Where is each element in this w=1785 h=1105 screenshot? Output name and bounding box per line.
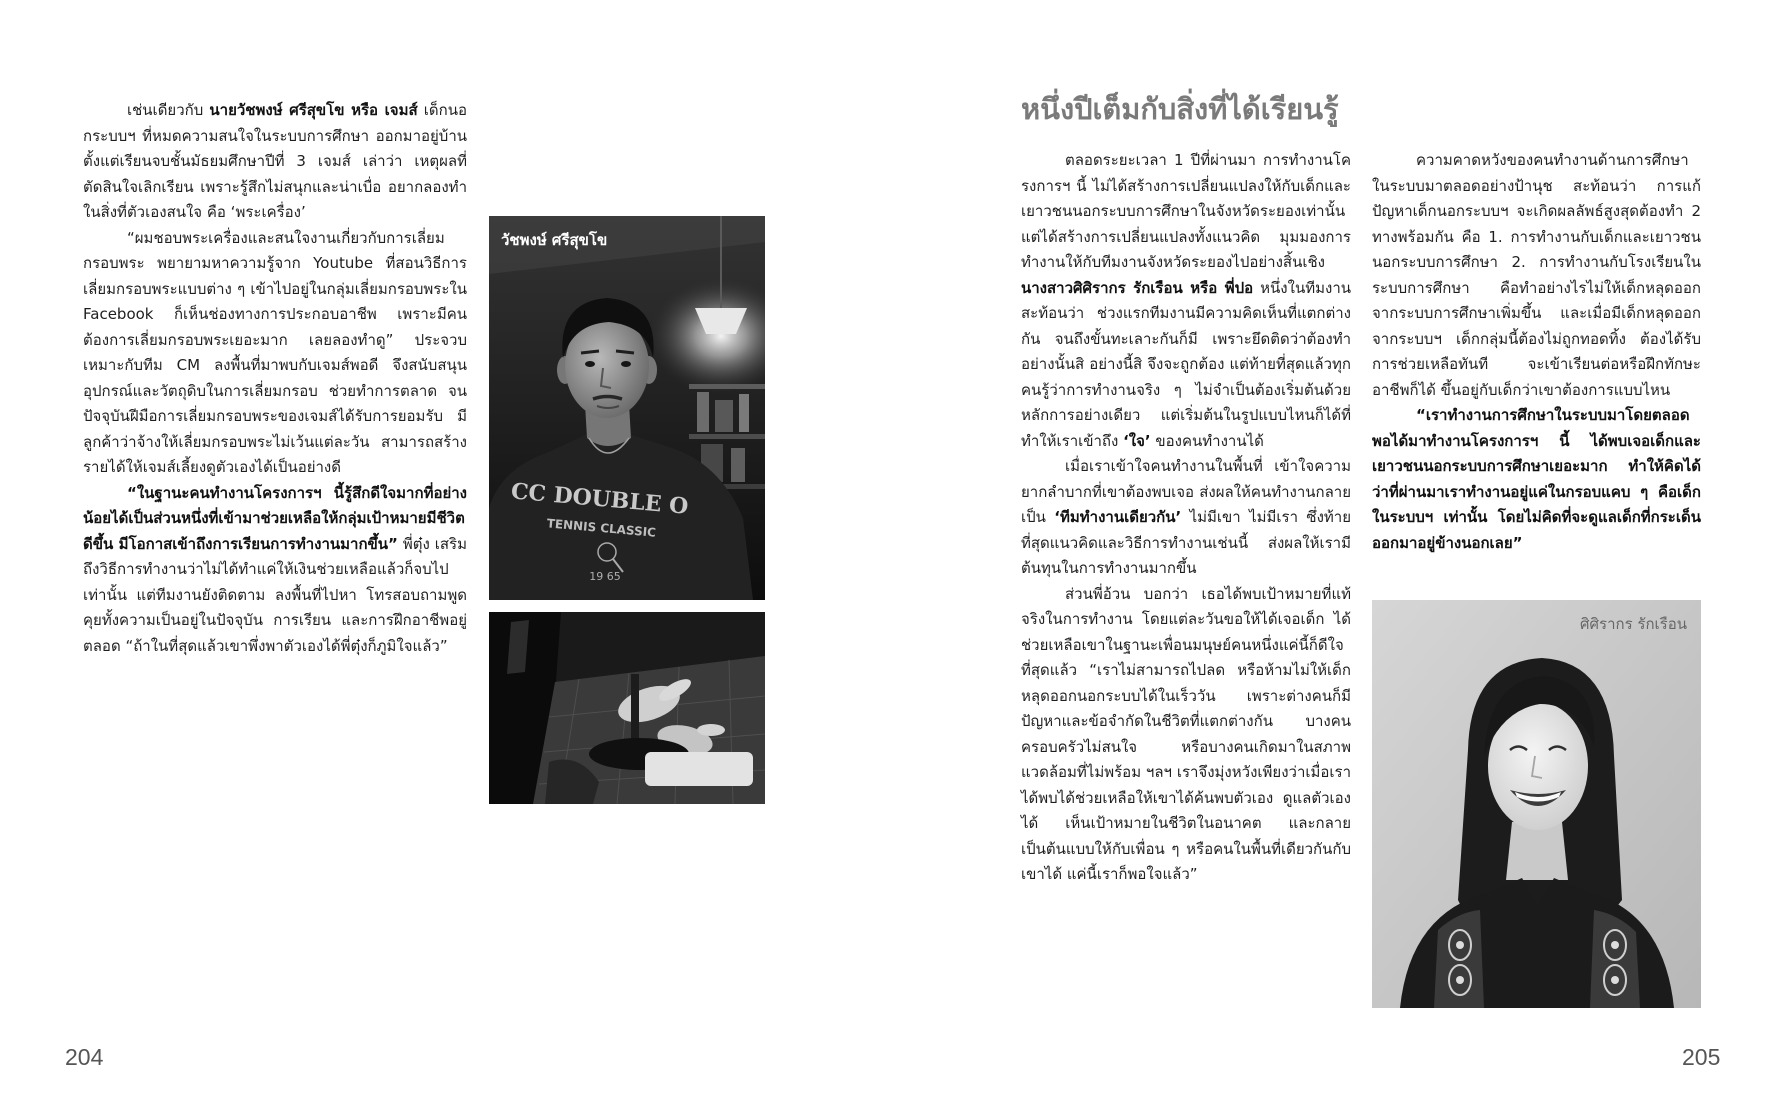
paragraph-james-intro (83, 98, 467, 226)
paragraph-pa-nuch: ความคาดหวังของคนทำงานด้านการศึกษาในระบบมาตลอดอย่างป้านุช สะท้อนว่า การแก้ปัญหาเด็กนอกระบบฯ จะเกิดผลลัพธ์สูงสุดต้องทำ 2 ทางพร้อมกัน คือ 1. การทำงานกับเด็กและเยาวชนนอกระบบการศึกษา 2. การทำงานกับโรงเรียนในระบบการศึกษา คือทำอย่างไรไม่ให้เด็กหลุดออกจากระบบการศึกษาเพิ่มขึ้น และเมื่อมีเด็กหลุดออกจากระบบฯ เด็กกลุ่มนี้ต้องไม่ถูกทอดทิ้ง ต้องได้รับการช่วยเหลือทันที จะเข้าเรียนต่อหรือฝึกทักษะอาชีพก็ได้ ขึ้นอยู่กับเด็กว่าเขาต้องการแบบไหน (1372, 151, 1701, 399)
photo-james-illustration (489, 216, 765, 600)
photo-sisirakorn-illustration (1372, 600, 1701, 1008)
text-span: ของคนทำงานได้ (1150, 431, 1264, 450)
photo-james-portrait (489, 216, 765, 600)
emphasis-heart: ‘ใจ’ (1123, 431, 1151, 450)
right-page-text-column-1 (1021, 148, 1351, 888)
paragraph-same-team (1021, 454, 1351, 582)
photo-caption-james: วัชพงษ์ ศรีสุขโข (501, 231, 608, 249)
paragraph-james-quote: “ผมชอบพระเครื่องและสนใจงานเกี่ยวกับการเลี่ยมกรอบพระ พยายามหาความรู้จาก Youtube ที่สอนวิธีการเลี่ยมกรอบพระแบบต่าง ๆ เข้าไปอยู่ในกลุ่มเลี่ยมกรอบพระใน Facebook ก็เห็นช่องทางการประกอบอาชีพ เพราะมีคนต้องการเลี่ยมกรอบพระเยอะมาก เลยลองทำดู” ประจวบเหมาะกับทีม CM ลงพื้นที่มาพบกับเจมส์พอดี จึงสนับสนุนอุปกรณ์และวัตถุดิบในการเลี่ยมกรอบ ช่วยทำการตลาด จนปัจจุบันฝีมือการเลี่ยมกรอบพระของเจมส์ได้รับการยอมรับ มีลูกค้าว่าจ้างให้เลี่ยมกรอบพระไม่เว้นแต่ละวัน สามารถสร้างรายได้ให้เจมส์เลี้ยงดูตัวเองได้เป็นอย่างดี (83, 228, 467, 476)
neck (1506, 822, 1568, 880)
photo-hands-illustration (489, 612, 765, 804)
photo-sisirakorn-portrait (1372, 600, 1701, 1008)
section-title: หนึ่งปีเต็มกับสิ่งที่ได้เรียนรู้ (1021, 92, 1339, 126)
shirt-print-line-2: TENNIS CLASSIC (546, 516, 657, 540)
photo-caption-sisirakorn: ศิศิรากร รักเรือน (1579, 615, 1687, 633)
paragraph-phi-uan: ส่วนพี่อ้วน บอกว่า เธอได้พบเป้าหมายที่แท้จริงในการทำงาน โดยแต่ละวันขอให้ได้เจอเด็ก ได้ช่วยเหลือเขาในฐานะเพื่อนมนุษย์คนหนึ่งแค่นี้ก็ดีใจที่สุดแล้ว “เราไม่สามารถไปลด หรือห้ามไม่ให้เด็กหลุดออกนอกระบบได้ในเร็ววัน เพราะต่างคนก็มีปัญหาและข้อจำกัดในชีวิตที่แตกต่างกัน บางคนครอบครัวไม่สนใจ หรือบางคนเกิดมาในสภาพแวดล้อมที่ไม่พร้อม ฯลฯ เราจึงมุ่งหวังเพียงว่าเมื่อเราได้พบได้ช่วยเหลือให้เขาได้ค้นพบตัวเอง ดูแลตัวเองได้ เห็นเป้าหมายในชีวิตในอนาคต และกลายเป็นต้นแบบให้กับเพื่อน ๆ หรือคนในพื้นที่เดียวกันกับเขาได้ แค่นี้เราก็พอใจแล้ว” (1021, 584, 1351, 883)
person-name-sisirakorn: นางสาวศิศิรากร รักเรือน หรือ พี่ปอ (1021, 278, 1254, 297)
text-span: เช่นเดียวกับ (127, 101, 210, 119)
page-number-left: 204 (65, 1044, 104, 1070)
left-page-text-column (83, 98, 467, 659)
text-span: หนึ่งในทีมงานสะท้อนว่า ช่วงแรกทีมงานมีความคิดเห็นที่แตกต่างกัน จนถึงขั้นทะเลาะกันก็มี เพราะยึดติดว่าต้องทำอย่างนั้นสิ อย่างนี้สิ จึงจะถูกต้อง แต่ท้ายที่สุดแล้วทุกคนรู้ว่าการทำงานจริง ๆ ไม่จำเป็นต้องเริ่มต้นด้วยหลักการอย่างเดียว แต่เริ่มต้นในรูปแบบไหนก็ได้ที่ทำให้เราเข้าถึง (1021, 278, 1351, 450)
shirt-print-line-1: CC DOUBLE O (509, 478, 690, 520)
shirt-print-line-3: 19 65 (589, 570, 621, 583)
text-span: ไม่มีเขา ไม่มีเรา ซึ่งท้ายที่สุดแนวคิดและวิธีการทำงานเช่นนี้ ส่งผลให้เรามีต้นทุนในการทำงานมากขึ้น (1021, 508, 1352, 577)
person-name-james: นายวัชพงษ์ ศรีสุขโข หรือ เจมส์ (209, 101, 418, 119)
text-span: เมื่อเราเข้าใจคนทำงานในพื้นที่ เข้าใจความยากลำบากที่เขาต้องพบเจอ ส่งผลให้คนทำงานกลายเป็น (1021, 457, 1351, 526)
paragraph-staff-quote (83, 481, 467, 660)
paragraph-one-year-change (1021, 148, 1351, 454)
page-number-right: 205 (1682, 1044, 1721, 1070)
bold-quote: “ในฐานะคนทำงานโครงการฯ นี้รู้สึกดีใจมากที่อย่างน้อยได้เป็นส่วนหนึ่งที่เข้ามาช่วยเหลือให้กลุ่มเป้าหมายมีชีวิตดีขึ้น มีโอกาสเข้าถึงการเรียนการทำงานมากขึ้น” (83, 483, 467, 553)
right-page-text-column-2 (1372, 148, 1701, 556)
text-span: พี่ตุ๋ง เสริมถึงวิธีการทำงานว่าไม่ได้ทำแค่ให้เงินช่วยเหลือแล้วก็จบไปเท่านั้น แต่ทีมงานยังติดตาม ลงพื้นที่ไปหา โทรสอบถามพูดคุยทั้งความเป็นอยู่ในปัจจุบัน การเรียน และการฝึกอาชีพอยู่ตลอด “ถ้าในที่สุดแล้วเขาพึ่งพาตัวเองได้พี่ตุ๋งก็ภูมิใจแล้ว” (83, 534, 467, 655)
emphasis-same-team: ‘ทีมทำงานเดียวกัน’ (1054, 508, 1182, 526)
text-span: ตลอดระยะเวลา 1 ปีที่ผ่านมา การทำงานโครงการฯ นี้ ไม่ได้สร้างการเปลี่ยนแปลงให้กับเด็กและเยาวชนนอกระบบการศึกษาในจังหวัดระยองเท่านั้น แต่ได้สร้างการเปลี่ยนแปลงทั้งแนวคิด มุมมองการทำงานให้กับทีมงานจังหวัดระยองไปอย่างสิ้นเชิง (1021, 151, 1351, 271)
paragraph-pa-nuch-quote: “เราทำงานการศึกษาในระบบมาโดยตลอด พอได้มาทำงานโครงการฯ นี้ ได้พบเจอเด็กและเยาวชนนอกระบบการศึกษาเยอะมาก ทำให้คิดได้ว่าที่ผ่านมาเราทำงานอยู่แค่ในกรอบแคบ ๆ คือเด็กในระบบฯ เท่านั้น โดยไม่คิดที่จะดูแลเด็กที่กระเด็นออกมาอยู่ข้างนอกเลย” (1372, 406, 1701, 552)
workpiece (645, 752, 753, 786)
framing-tool (631, 674, 639, 746)
text-span: เด็กนอกระบบฯ ที่หมดความสนใจในระบบการศึกษา ออกมาอยู่บ้านตั้งแต่เรียนจบชั้นมัธยมศึกษาปีที่ 3 เจมส์ เล่าว่า เหตุผลที่ตัดสินใจเลิกเรียน เพราะรู้สึกไม่สนุกและน่าเบื่อ อยากลองทำในสิ่งที่ตัวเองสนใจ คือ ‘พระเครื่อง’ (83, 101, 467, 221)
photo-amulet-framing-work (489, 612, 765, 804)
